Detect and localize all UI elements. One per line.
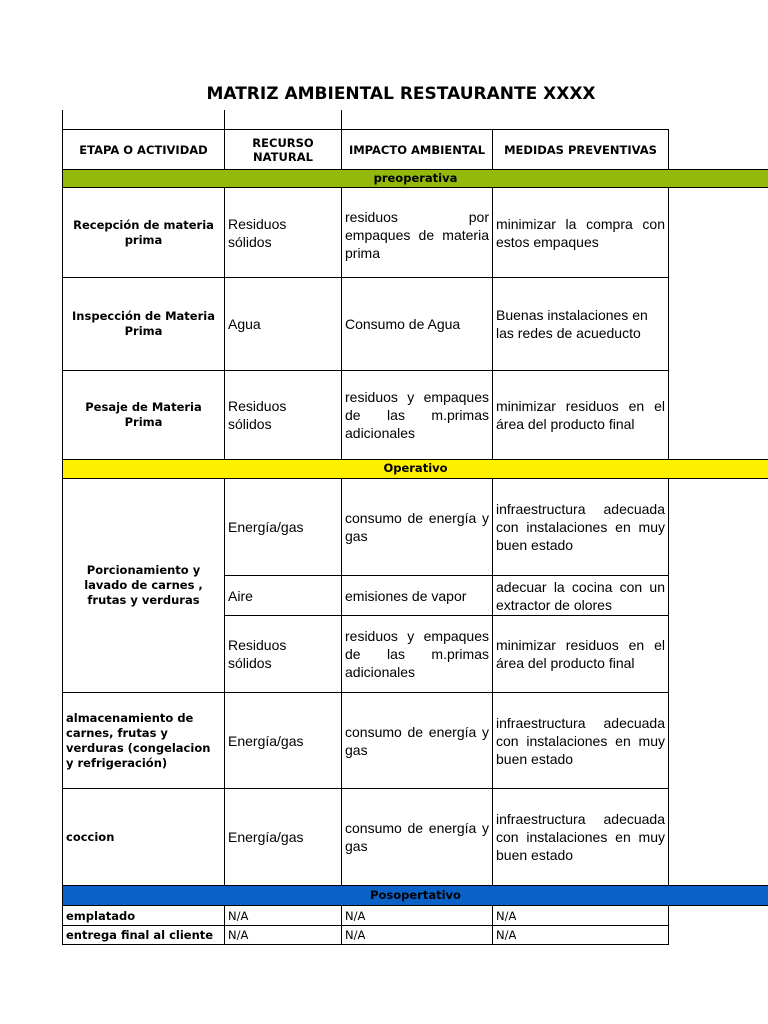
medidas-entrega: N/A (492, 925, 669, 945)
recurso-coccion: Energía/gas (224, 788, 342, 886)
medidas-pesaje: minimizar residuos en el área del producto final (492, 370, 669, 460)
stage-recepcion: Recepción de materia prima (62, 187, 225, 278)
section-label: preoperativa (373, 171, 458, 185)
medidas-porcionamiento-energia: infraestructura adecuada con instalaciones en muy buen estado (492, 478, 669, 576)
recurso-inspeccion: Agua (224, 277, 342, 371)
medidas-porcionamiento-residuos: minimizar residuos en el área del producto final (492, 615, 669, 693)
recurso-almacenamiento: Energía/gas (224, 692, 342, 789)
stage-inspeccion: Inspección de Materia Prima (62, 277, 225, 371)
column-divider (224, 110, 225, 129)
medidas-coccion: infraestructura adecuada con instalaciones en muy buen estado (492, 788, 669, 886)
impacto-porcionamiento-energia: consumo de energía y gas (341, 478, 493, 576)
recurso-porcionamiento-residuos: Residuos sólidos (224, 615, 342, 693)
section-posoperativo (62, 885, 768, 906)
section-preoperativa (62, 169, 768, 188)
recurso-porcionamiento-aire: Aire (224, 575, 342, 616)
impacto-coccion: consumo de energía y gas (341, 788, 493, 886)
medidas-porcionamiento-aire: adecuar la cocina con un extractor de olores (492, 575, 669, 616)
column-divider (62, 110, 63, 129)
header-etapa: ETAPA O ACTIVIDAD (62, 129, 225, 170)
recurso-emplatado: N/A (224, 905, 342, 926)
impacto-emplatado: N/A (341, 905, 493, 926)
header-recurso: RECURSO NATURAL (224, 129, 342, 170)
medidas-recepcion: minimizar la compra con estos empaques (492, 187, 669, 278)
impacto-inspeccion: Consumo de Agua (341, 277, 493, 371)
recurso-porcionamiento-energia: Energía/gas (224, 478, 342, 576)
medidas-emplatado: N/A (492, 905, 669, 926)
impacto-almacenamiento: consumo de energía y gas (341, 692, 493, 789)
recurso-entrega: N/A (224, 925, 342, 945)
recurso-recepcion: Residuos sólidos (224, 187, 342, 278)
header-impacto: IMPACTO AMBIENTAL (341, 129, 493, 170)
stage-pesaje: Pesaje de Materia Prima (62, 370, 225, 460)
impacto-recepcion: residuos por empaques de materia prima (341, 187, 493, 278)
impacto-porcionamiento-residuos: residuos y empaques de las m.primas adicionales (341, 615, 493, 693)
section-label: Posopertativo (370, 888, 461, 902)
stage-emplatado: emplatado (62, 905, 225, 926)
stage-porcionamiento: Porcionamiento y lavado de carnes , frutas y verduras (62, 478, 225, 693)
column-divider (341, 110, 342, 129)
stage-almacenamiento: almacenamiento de carnes, frutas y verduras (congelacion y refrigeración) (62, 692, 225, 789)
medidas-almacenamiento: infraestructura adecuada con instalaciones en muy buen estado (492, 692, 669, 789)
impacto-porcionamiento-aire: emisiones de vapor (341, 575, 493, 616)
header-medidas: MEDIDAS PREVENTIVAS (492, 129, 669, 170)
medidas-inspeccion: Buenas instalaciones en las redes de acueducto (492, 277, 669, 371)
stage-entrega: entrega final al cliente (62, 925, 225, 945)
page-title: MATRIZ AMBIENTAL RESTAURANTE XXXX (206, 84, 596, 104)
section-label: Operativo (383, 461, 448, 475)
section-operativo (62, 459, 768, 479)
impacto-entrega: N/A (341, 925, 493, 945)
impacto-pesaje: residuos y empaques de las m.primas adicionales (341, 370, 493, 460)
stage-coccion: coccion (62, 788, 225, 886)
recurso-pesaje: Residuos sólidos (224, 370, 342, 460)
